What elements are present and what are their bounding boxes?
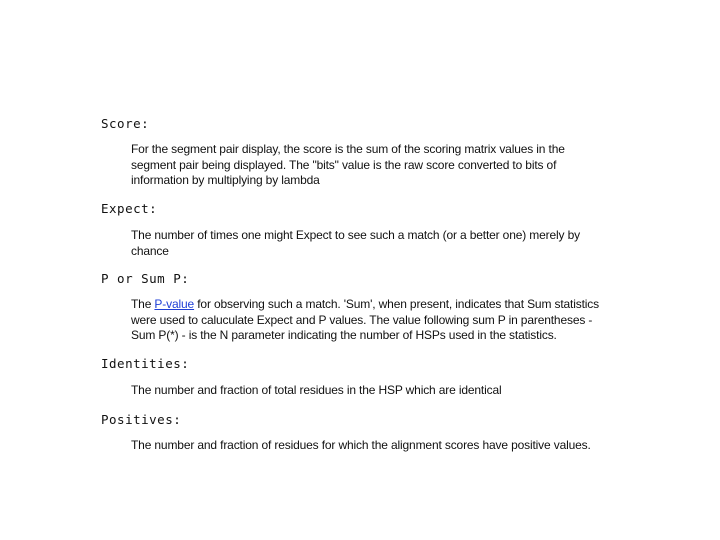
definition-expect	[131, 228, 611, 259]
definition-line: The number of times one might Expect to see such a match (or a better one) merely by	[131, 228, 580, 242]
definition-positives	[131, 438, 611, 454]
definition-line	[131, 297, 611, 313]
term-positives: Positives:	[101, 412, 182, 427]
definition-line: Sum P(*) - is the N parameter indicating the number of HSPs used in the statistics.	[131, 328, 557, 342]
definition-p-or-sum-p	[131, 297, 611, 344]
definition-text: The	[131, 297, 155, 311]
definition-line: The number and fraction of total residues in the HSP which are identical	[131, 383, 502, 397]
definition-identities	[131, 383, 611, 399]
definition-line: information by multiplying by lambda	[131, 173, 320, 187]
definition-line: The number and fraction of residues for which the alignment scores have positive values.	[131, 438, 591, 452]
definition-text: for observing such a match. 'Sum', when present, indicates that Sum statistics	[194, 297, 599, 311]
definition-line: were used to caluculate Expect and P values. The value following sum P in parentheses -	[131, 312, 593, 327]
definition-line: segment pair being displayed. The "bits" value is the raw score converted to bits of	[131, 157, 557, 172]
term-expect: Expect:	[101, 201, 158, 216]
term-score: Score:	[101, 116, 150, 131]
definition-line: chance	[131, 243, 169, 258]
term-identities: Identities:	[101, 356, 190, 371]
definition-score	[131, 142, 611, 189]
p-value-link[interactable]: P-value	[154, 297, 195, 311]
term-p-or-sum-p: P or Sum P:	[101, 271, 190, 286]
definition-line: For the segment pair display, the score is the sum of the scoring matrix values in the	[131, 142, 565, 156]
